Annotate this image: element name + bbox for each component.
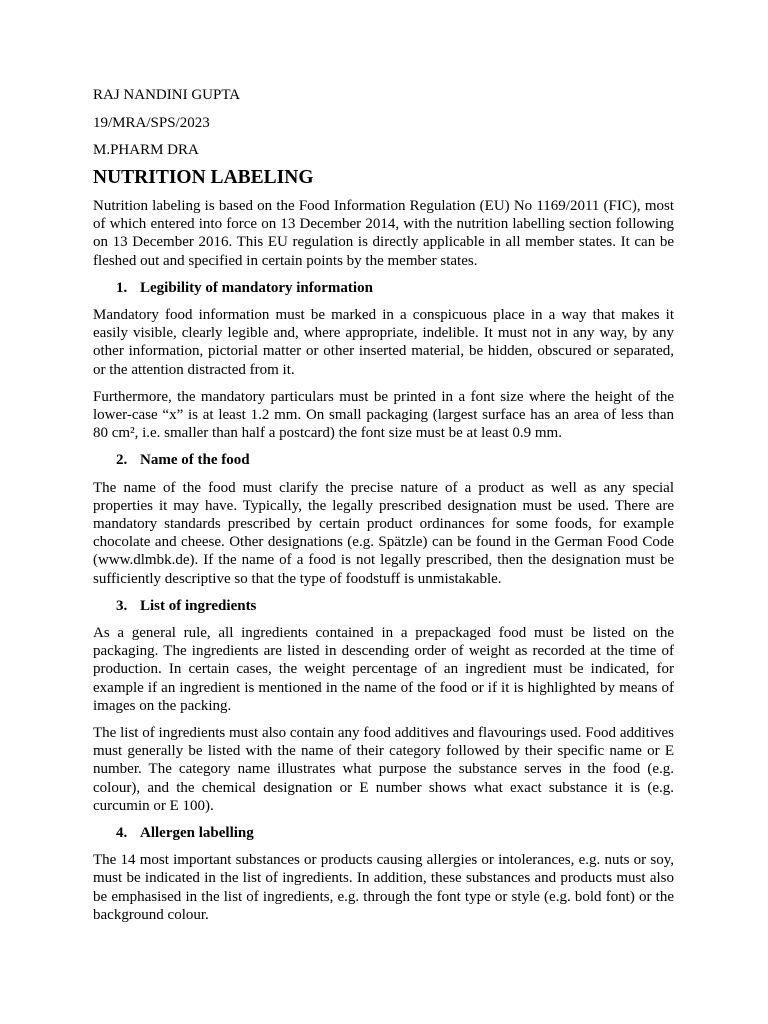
section-title: Allergen labelling [140, 825, 254, 842]
course-name: M.PHARM DRA [93, 142, 199, 158]
section-title: Legibility of mandatory information [140, 279, 373, 296]
section-paragraph: The list of ingredients must also contain any food additives and flavourings used. Food additives must generally be listed with the name of their category followed by their specific name or E number. The category name illustrates what purpose the substance serves in the food (e.g. colour), and the chemical designation or E number shows what exact substance it is (e.g. curcumin or E 100). [93, 725, 674, 814]
section-heading-name-of-food [93, 451, 674, 469]
section-title: List of ingredients [140, 597, 257, 614]
section-heading-legibility [93, 279, 674, 297]
section-paragraph: Mandatory food information must be marked in a conspicuous place in a way that makes it easily visible, clearly legible and, where appropriate, indelible. It must not in any way, by any other information, pictorial matter or other inserted material, be hidden, obscured or separated, or the attention distracted from it. [93, 307, 674, 378]
section-number: 3. [116, 597, 128, 614]
section-paragraph: As a general rule, all ingredients contained in a prepackaged food must be listed on the packaging. The ingredients are listed in descending order of weight as recorded at the time of production. In certain cases, the weight percentage of an ingredient must be indicated, for example if an ingredient is mentioned in the name of the food or if it is highlighted by means of images on the packing. [93, 625, 674, 714]
section-number: 4. [116, 825, 128, 842]
section-number: 1. [116, 279, 128, 296]
section-heading-ingredients [93, 597, 674, 615]
section-paragraph: The name of the food must clarify the precise nature of a product as well as any special properties it may have. Typically, the legally prescribed designation must be used. There are mandatory standards prescribed by certain product ordinances for some foods, for example chocolate and cheese. Other designations (e.g. Spätzle) can be found in the German Food Code (www.dlmbk.de). If the name of a food is not legally prescribed, then the designation must be sufficiently descriptive so that the type of foodstuff is unmistakable. [93, 479, 674, 587]
section-title: Name of the food [140, 452, 250, 469]
section-number: 2. [116, 452, 128, 469]
section-paragraph: Furthermore, the mandatory particulars must be printed in a font size where the height of the lower-case “x” is at least 1.2 mm. On small packaging (largest surface has an area of less than 80 cm², i.e. smaller than half a postcard) the font size must be at least 0.9 mm. [93, 388, 674, 442]
section-paragraph: The 14 most important substances or products causing allergies or intolerances, e.g. nuts or soy, must be indicated in the list of ingredients. In addition, these substances and products must also be emphasised in the list of ingredients, e.g. through the font type or style (e.g. bold font) or the background colour. [93, 852, 674, 923]
document-title: NUTRITION LABELING [93, 167, 314, 188]
roll-number: 19/MRA/SPS/2023 [93, 114, 210, 131]
author-name: RAJ NANDINI GUPTA [93, 87, 241, 103]
section-heading-allergen [93, 824, 674, 842]
intro-paragraph: Nutrition labeling is based on the Food Information Regulation (EU) No 1169/2011 (FIC), most of which entered into force on 13 December 2014, with the nutrition labelling section following on 13 December 2016. This EU regulation is directly applicable in all member states. It can be fleshed out and specified in certain points by the member states. [93, 198, 674, 269]
document-page [93, 86, 674, 933]
